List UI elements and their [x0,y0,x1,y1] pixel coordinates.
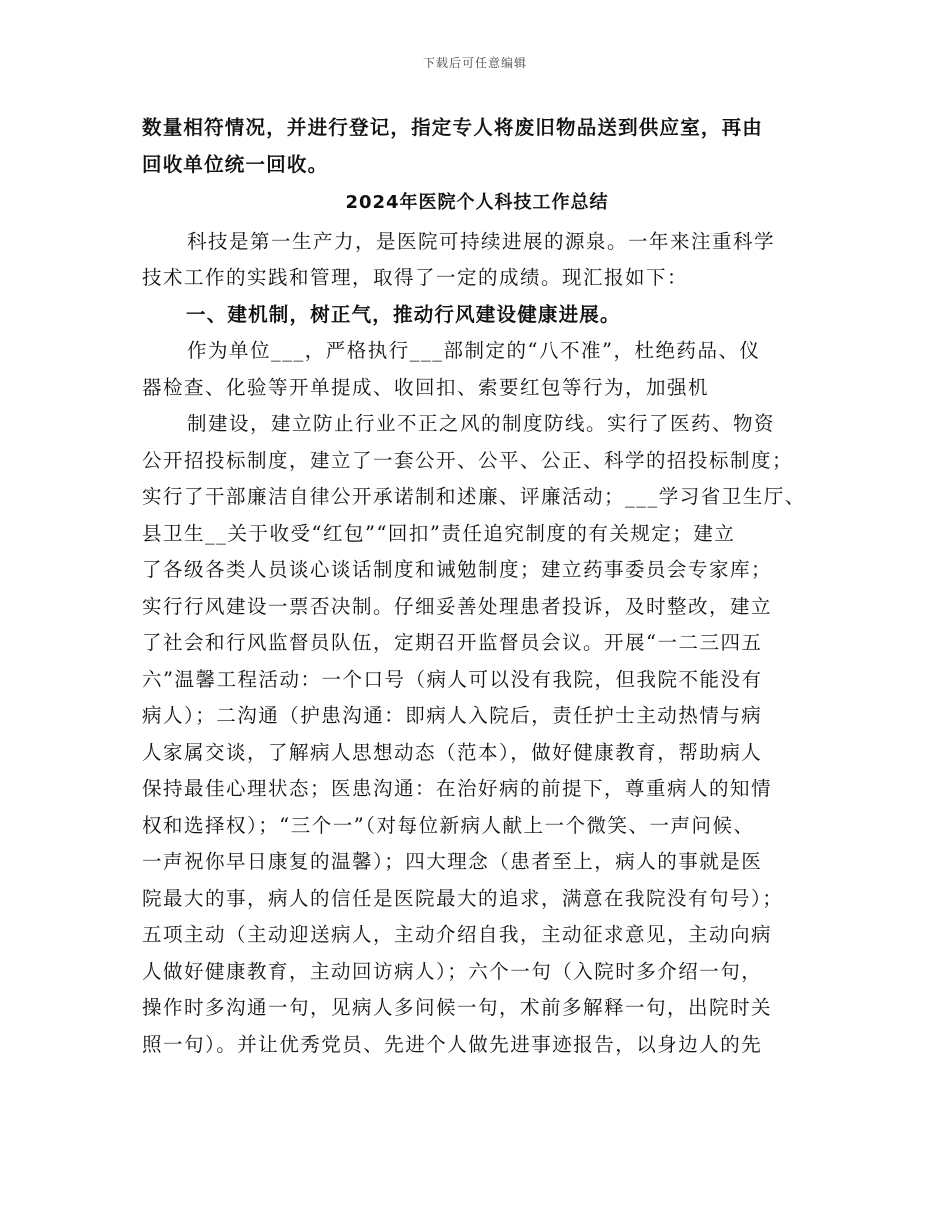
document-body [142,110,812,1063]
text-line: 五项主动（主动迎送病人，主动介绍自我，主动征求意见，主动向病 [142,923,773,946]
text-line: 作为单位___，严格执行___部制定的“八不准”，杜绝药品、仪 [187,339,761,362]
text-line: 数量相符情况，并进行登记，指定专人将废旧物品送到供应室，再由 [142,116,764,139]
text-line: 制建设，建立防止行业不正之风的制度防线。实行了医药、物资 [187,412,776,435]
text-line: 照一句）。并让优秀党员、先进个人做先进事迹报告，以身边人的先 [142,1032,763,1056]
text-line: 病人）；二沟通（护患沟通：即病人入院后，责任护士主动热情与病 [142,704,763,727]
section-heading: 一、建机制，树正气，推动行风建设健康进展。 [186,302,621,326]
text-line: 权和选择权）；“三个一”（对每位新病人献上一个微笑、一声问候、 [142,813,755,837]
text-line: 县卫生__关于收受“红包”“回扣”责任追究制度的有关规定；建立 [142,521,736,545]
text-line: 人做好健康教育，主动回访病人）；六个一句（入院时多介绍一句， [142,959,763,983]
document-title: 2024年医院个人科技工作总结 [345,192,609,213]
text-line: 了各级各类人员谈心谈话制度和诫勉制度；建立药事委员会专家库； [142,558,773,581]
text-line: 保持最佳心理状态；医患沟通：在治好病的前提下，尊重病人的知情 [142,777,773,800]
text-line: 科技是第一生产力，是医院可持续进展的源泉。一年来注重科学 [187,229,776,253]
text-line: 一声祝你早日康复的温馨）；四大理念（患者至上，病人的事就是医 [142,850,763,873]
header-note: 下载后可任意编辑 [422,56,527,70]
text-line: 公开招投标制度，建立了一套公开、公平、公正、科学的招投标制度； [142,448,794,472]
text-line: 实行了干部廉洁自律公开承诺制和述廉、评廉活动；___学习省卫生厅、 [142,485,806,508]
text-line: 实行行风建设一票否决制。仔细妥善处理患者投诉，及时整改，建立 [142,594,773,618]
text-line: 操作时多沟通一句，见病人多问候一句，术前多解释一句，出院时关 [142,996,773,1019]
text-line: 了社会和行风监督员队伍，定期召开监督员会议。开展“一二三四五 [142,631,763,654]
text-line: 六”温馨工程活动：一个口号（病人可以没有我院，但我院不能没有 [142,667,763,691]
text-line: 技术工作的实践和管理，取得了一定的成绩。现汇报如下： [142,266,689,289]
text-line: 器检查、化验等开单提成、收回扣、索要红包等行为，加强机 [142,375,710,399]
text-line: 人家属交谈，了解病人思想动态（范本），做好健康教育，帮助病人 [142,740,763,764]
text-line: 院最大的事，病人的信任是医院最大的追求，满意在我院没有句号）； [142,886,784,910]
text-line: 回收单位统一回收。 [142,152,329,176]
